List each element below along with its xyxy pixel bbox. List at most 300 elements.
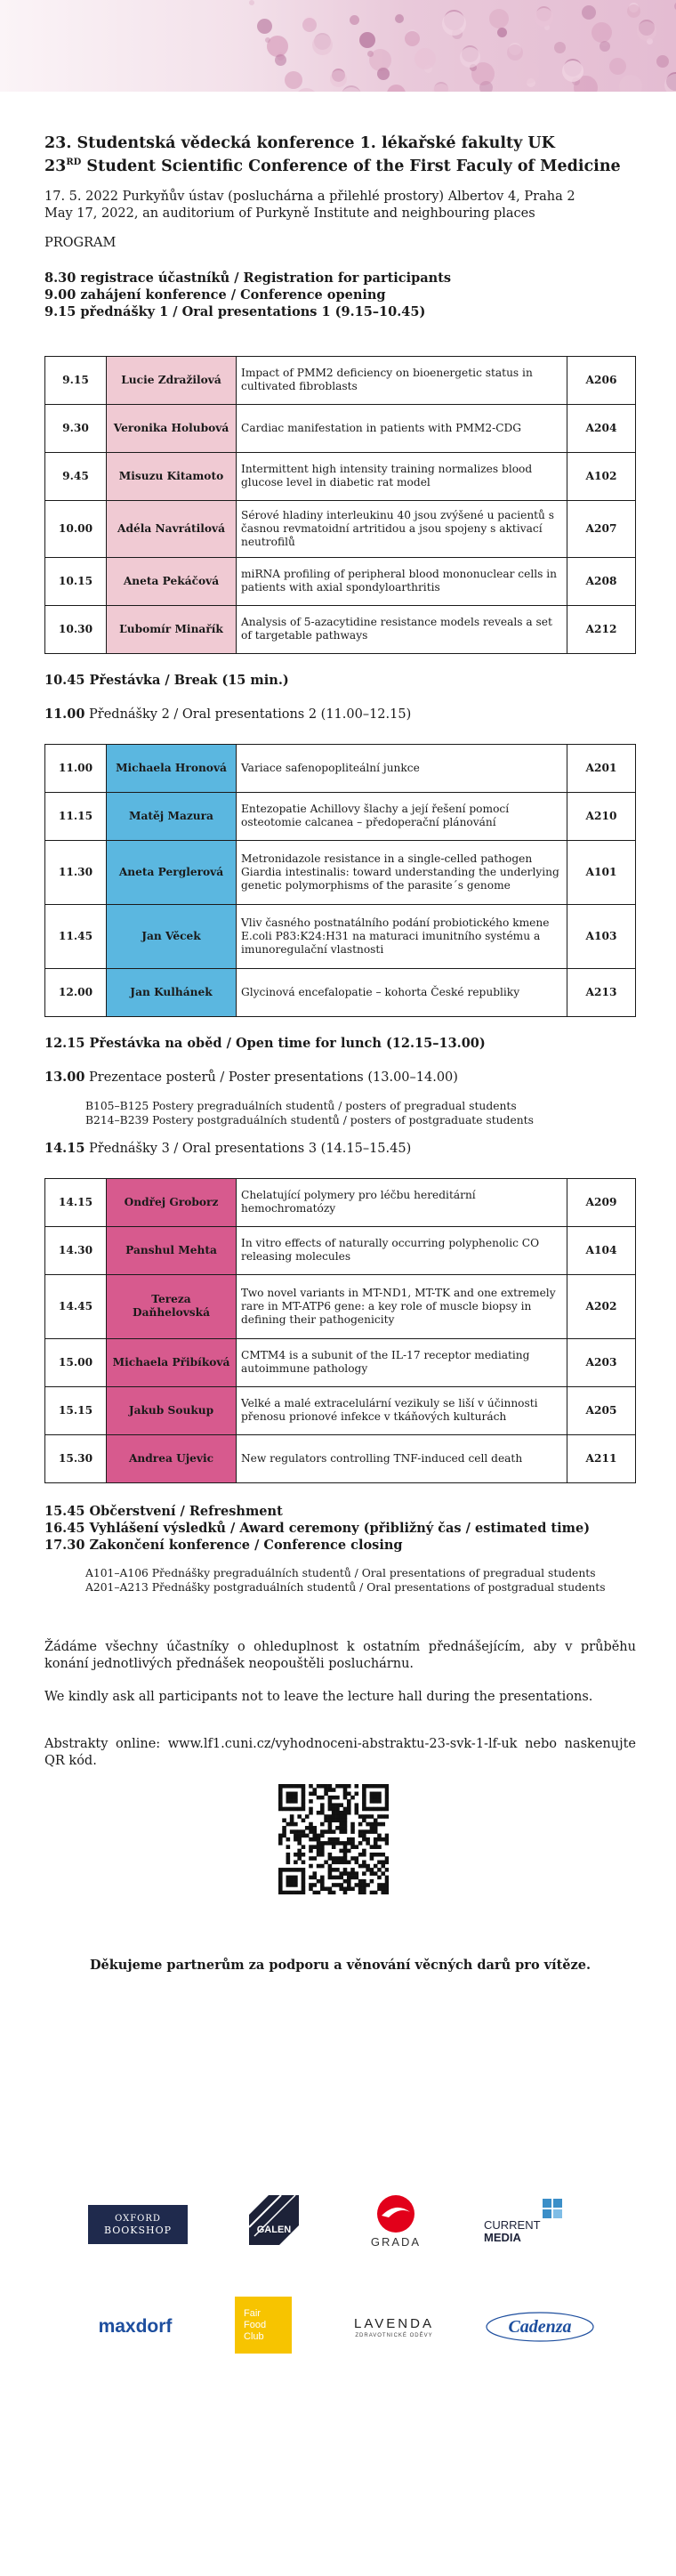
banner-dot	[609, 58, 626, 75]
opening-line: 8.30 registrace účastníků / Registration for participants	[44, 270, 452, 286]
qr-module	[374, 1864, 378, 1869]
qr-module	[320, 1822, 325, 1827]
qr-module	[332, 1868, 336, 1872]
qr-module	[370, 1853, 374, 1857]
qr-module	[302, 1860, 306, 1864]
row-title: Entezopatie Achillovy šlachy a její řešení pomocí osteotomie calcanea – předoperační plánování	[237, 792, 567, 840]
qr-module	[377, 1853, 382, 1857]
qr-module	[347, 1791, 351, 1796]
qr-module	[332, 1837, 336, 1842]
qr-module	[381, 1814, 385, 1819]
qr-module	[278, 1841, 283, 1845]
maxdorf-logo-text: maxdorf	[98, 2316, 173, 2337]
qr-module	[317, 1853, 321, 1857]
qr-module	[381, 1822, 385, 1827]
qr-module	[355, 1811, 359, 1815]
qr-module	[320, 1864, 325, 1869]
qr-module	[335, 1868, 340, 1872]
qr-module	[297, 1806, 302, 1811]
qr-module	[302, 1818, 306, 1822]
qr-module	[286, 1875, 291, 1879]
qr-module	[290, 1879, 294, 1884]
qr-module	[324, 1886, 328, 1891]
lunch-line	[44, 1035, 636, 1053]
qr-module	[362, 1849, 366, 1853]
qr-module	[332, 1803, 336, 1807]
qr-module	[355, 1845, 359, 1849]
qr-module	[385, 1791, 389, 1796]
qr-module	[302, 1853, 306, 1857]
qr-module	[355, 1784, 359, 1789]
qr-module	[350, 1875, 355, 1879]
qr-module	[350, 1829, 355, 1834]
qr-module	[286, 1853, 291, 1857]
qr-module	[370, 1845, 374, 1849]
qr-module	[294, 1868, 298, 1872]
qr-module	[385, 1886, 389, 1891]
qr-module	[335, 1811, 340, 1815]
qr-module	[339, 1883, 343, 1887]
qr-module	[309, 1826, 313, 1830]
qr-module	[309, 1845, 313, 1849]
qr-module	[278, 1784, 283, 1789]
qr-module	[286, 1791, 291, 1796]
qr-module	[339, 1814, 343, 1819]
qr-module	[286, 1891, 291, 1894]
row-title: Analysis of 5-azacytidine resistance models reveals a set of targetable pathways	[237, 605, 567, 653]
row-time: 11.15	[45, 792, 107, 840]
qr-module	[286, 1883, 291, 1887]
lavenda-logo-line2: ZDRAVOTNICKÉ ODĚVY	[355, 2332, 433, 2338]
qr-module	[286, 1796, 291, 1800]
qr-module	[320, 1841, 325, 1845]
grada-mark-icon	[373, 2194, 419, 2235]
qr-module	[309, 1856, 313, 1861]
session1-rows	[45, 356, 636, 653]
qr-module	[328, 1818, 333, 1822]
qr-module	[282, 1829, 286, 1834]
qr-module	[350, 1826, 355, 1830]
qr-module	[297, 1841, 302, 1845]
qr-module	[302, 1829, 306, 1834]
qr-module	[347, 1811, 351, 1815]
qr-module	[343, 1886, 348, 1891]
grada-logo-text: GRADA	[370, 2235, 422, 2249]
banner-dot	[664, 74, 676, 92]
qr-module	[385, 1837, 389, 1842]
qr-module	[297, 1868, 302, 1872]
qr-module	[297, 1833, 302, 1837]
banner-dot	[442, 12, 466, 36]
program-row	[45, 744, 636, 792]
qr-module	[374, 1796, 378, 1800]
qr-module	[335, 1837, 340, 1842]
banner-dot	[582, 5, 596, 20]
qr-module	[343, 1826, 348, 1830]
row-title: Chelatující polymery pro léčbu hereditární hemochromatózy	[237, 1178, 567, 1226]
qr-module	[290, 1868, 294, 1872]
qr-module	[343, 1860, 348, 1864]
qr-module	[320, 1829, 325, 1834]
qr-module	[377, 1875, 382, 1879]
fair-food-club-logo[interactable]	[235, 2297, 292, 2354]
qr-module	[324, 1784, 328, 1789]
row-title: Two novel variants in MT-ND1, MT-TK and one extremely rare in MT-ATP6 gene: a key role of muscle biopsy in defining their pathogenicity	[237, 1274, 567, 1338]
qr-module	[358, 1841, 363, 1845]
cadenza-mark-icon	[485, 2302, 600, 2346]
row-title: Velké a malé extracelulární vezikuly se liší v účinnosti přenosu prionové infekce v tkáňových kulturách	[237, 1386, 567, 1434]
qr-module	[350, 1868, 355, 1872]
qr-module	[328, 1875, 333, 1879]
qr-module	[332, 1875, 336, 1879]
posters-time: 13.00	[44, 1069, 85, 1085]
qr-module	[343, 1845, 348, 1849]
qr-module	[366, 1841, 370, 1845]
row-speaker: Andrea Ujevic	[107, 1434, 237, 1482]
qr-module	[355, 1856, 359, 1861]
qr-module	[312, 1837, 317, 1842]
qr-module	[320, 1784, 325, 1789]
row-speaker: Ondřej Groborz	[107, 1178, 237, 1226]
qr-module	[320, 1883, 325, 1887]
program-row	[45, 1434, 636, 1482]
row-speaker: Veronika Holubová	[107, 404, 237, 452]
qr-module	[282, 1806, 286, 1811]
row-speaker: Misuzu Kitamoto	[107, 452, 237, 500]
qr-module	[320, 1853, 325, 1857]
qr-module	[335, 1883, 340, 1887]
qr-module	[358, 1883, 363, 1887]
qr-module	[332, 1883, 336, 1887]
qr-module	[324, 1829, 328, 1834]
program-label: PROGRAM	[44, 235, 117, 250]
title-en-sup: RD	[66, 157, 82, 167]
qr-module	[347, 1841, 351, 1845]
maxdorf-logo[interactable]	[85, 2309, 185, 2345]
qr-module	[350, 1796, 355, 1800]
row-speaker: Michaela Přibíková	[107, 1338, 237, 1386]
lunch-time: 12.15	[44, 1035, 85, 1051]
qr-module	[335, 1803, 340, 1807]
qr-module	[362, 1796, 366, 1800]
row-time: 14.15	[45, 1178, 107, 1226]
qr-module	[355, 1871, 359, 1876]
qr-module	[335, 1841, 340, 1845]
row-code: A205	[567, 1386, 636, 1434]
qr-module	[290, 1822, 294, 1827]
qr-module	[385, 1841, 389, 1845]
row-title: Variace safenopopliteální junkce	[237, 744, 567, 792]
row-time: 14.30	[45, 1226, 107, 1274]
banner-dot	[377, 68, 390, 80]
qr-module	[294, 1875, 298, 1879]
qr-module	[374, 1784, 378, 1789]
program-row	[45, 1338, 636, 1386]
qr-module	[309, 1829, 313, 1834]
qr-module	[328, 1856, 333, 1861]
qr-module	[328, 1803, 333, 1807]
qr-module	[332, 1796, 336, 1800]
row-code: A203	[567, 1338, 636, 1386]
qr-module	[309, 1791, 313, 1796]
row-time: 9.30	[45, 404, 107, 452]
qr-module	[335, 1860, 340, 1864]
qr-module	[347, 1883, 351, 1887]
row-title: Metronidazole resistance in a single-celled pathogen Giardia intestinalis: toward understanding the underlying genetic polymorphisms of the parasite´s genome	[237, 840, 567, 904]
row-speaker: Ľubomír Minařík	[107, 605, 237, 653]
qr-module	[328, 1788, 333, 1792]
row-time: 11.00	[45, 744, 107, 792]
qr-module	[381, 1837, 385, 1842]
qr-module	[294, 1806, 298, 1811]
qr-module	[358, 1879, 363, 1884]
banner-dot	[302, 18, 317, 32]
qr-module	[362, 1853, 366, 1857]
qr-module	[332, 1818, 336, 1822]
qr-module	[370, 1829, 374, 1834]
qr-module	[381, 1860, 385, 1864]
qr-module	[324, 1860, 328, 1864]
qr-module	[385, 1803, 389, 1807]
current-media-logo[interactable]	[482, 2193, 580, 2247]
qr-module	[374, 1791, 378, 1796]
banner-dot	[460, 47, 480, 68]
qr-module	[370, 1879, 374, 1884]
banner-dot	[414, 48, 436, 69]
qr-module	[358, 1864, 363, 1869]
banner-dot	[275, 54, 286, 66]
qr-module	[366, 1837, 370, 1842]
qr-module	[335, 1856, 340, 1861]
break1-time: 10.45	[44, 672, 85, 688]
closing-note: A201–A213 Přednášky postgraduálních studentů / Oral presentations of postgradual students	[85, 1580, 606, 1594]
qr-module	[370, 1868, 374, 1872]
qr-module	[385, 1879, 389, 1884]
row-title: Vliv časného postnatálního podání probiotického kmene E.coli P83:K24:H31 na maturaci imunitního systému a imunoregulační vlastnosti	[237, 904, 567, 968]
cadenza-logo-text: Cadenza	[508, 2317, 572, 2337]
qr-module	[286, 1879, 291, 1884]
qr-module	[317, 1811, 321, 1815]
qr-module	[355, 1860, 359, 1864]
row-speaker: Adéla Navrátilová	[107, 500, 237, 557]
qr-module	[320, 1849, 325, 1853]
qr-module	[381, 1891, 385, 1894]
qr-module	[350, 1856, 355, 1861]
qr-module	[302, 1879, 306, 1884]
lavenda-logo[interactable]	[336, 2309, 452, 2346]
row-code: A210	[567, 792, 636, 840]
qr-module	[358, 1822, 363, 1827]
grada-logo[interactable]	[356, 2192, 436, 2252]
qr-module	[370, 1814, 374, 1819]
qr-module	[335, 1784, 340, 1789]
qr-module	[324, 1791, 328, 1796]
qr-module	[309, 1883, 313, 1887]
qr-module	[317, 1833, 321, 1837]
oxford-logo-line2: BOOKSHOP	[103, 2224, 173, 2236]
qr-code[interactable]	[278, 1784, 389, 1894]
qr-module	[328, 1841, 333, 1845]
qr-module	[297, 1829, 302, 1834]
qr-module	[377, 1860, 382, 1864]
qr-module	[317, 1864, 321, 1869]
qr-module	[374, 1806, 378, 1811]
galen-logo[interactable]	[242, 2192, 306, 2249]
row-code: A206	[567, 356, 636, 404]
qr-module	[374, 1853, 378, 1857]
banner-dot	[562, 61, 583, 82]
session2-label: Přednášky 2 / Oral presentations 2 (11.00–12.15)	[84, 707, 412, 722]
poster-lines	[44, 1099, 636, 1127]
row-title: Cardiac manifestation in patients with PMM2-CDG	[237, 404, 567, 452]
banner-dot	[517, 61, 539, 84]
qr-module	[282, 1818, 286, 1822]
qr-module	[381, 1853, 385, 1857]
qr-module	[302, 1788, 306, 1792]
banner-dot	[359, 32, 375, 48]
qr-module	[286, 1845, 291, 1849]
qr-module	[309, 1811, 313, 1815]
session2-table	[44, 744, 636, 1017]
oxford-bookshop-logo[interactable]	[88, 2205, 188, 2244]
qr-module	[385, 1875, 389, 1879]
opening-line: 9.00 zahájení konference / Conference opening	[44, 287, 386, 303]
qr-module	[320, 1845, 325, 1849]
qr-module	[350, 1886, 355, 1891]
qr-module	[335, 1796, 340, 1800]
request-en: We kindly ask all participants not to leave the lecture hall during the presentations.	[44, 1689, 593, 1704]
banner-dot	[637, 21, 656, 41]
galen-mark-icon	[242, 2192, 306, 2249]
qr-module	[339, 1822, 343, 1827]
qr-module	[278, 1868, 283, 1872]
qr-module	[278, 1791, 283, 1796]
qr-module	[377, 1845, 382, 1849]
qr-module	[320, 1811, 325, 1815]
lavenda-logo-line1: LAVENDA	[354, 2315, 434, 2331]
qr-module	[347, 1784, 351, 1789]
qr-module	[312, 1788, 317, 1792]
row-speaker: Michaela Hronová	[107, 744, 237, 792]
qr-module	[343, 1879, 348, 1884]
qr-module	[339, 1829, 343, 1834]
closing-line: 16.45 Vyhlášení výsledků / Award ceremony (přibližný čas / estimated time)	[44, 1520, 591, 1536]
qr-module	[290, 1891, 294, 1894]
cadenza-logo[interactable]	[485, 2302, 600, 2346]
qr-module	[324, 1818, 328, 1822]
session3-rows	[45, 1178, 636, 1482]
qr-module	[309, 1849, 313, 1853]
banner-dot	[330, 70, 347, 87]
qr-module	[294, 1853, 298, 1857]
banner-dot	[497, 28, 507, 37]
row-time: 11.45	[45, 904, 107, 968]
qr-module	[332, 1845, 336, 1849]
qr-module	[297, 1856, 302, 1861]
program-row	[45, 500, 636, 557]
banner-dot	[367, 51, 374, 57]
qr-module	[294, 1784, 298, 1789]
qr-module	[362, 1837, 366, 1842]
qr-module	[309, 1799, 313, 1804]
qr-module	[302, 1784, 306, 1789]
qr-module	[385, 1856, 389, 1861]
qr-module	[374, 1818, 378, 1822]
qr-module	[328, 1796, 333, 1800]
qr-module	[377, 1791, 382, 1796]
banner-dot	[249, 0, 254, 5]
venue-cz: 17. 5. 2022 Purkyňův ústav (posluchárna a přilehlé prostory) Albertov 4, Praha 2	[44, 189, 575, 204]
qr-module	[377, 1886, 382, 1891]
qr-module	[328, 1822, 333, 1827]
qr-module	[347, 1849, 351, 1853]
qr-module	[377, 1806, 382, 1811]
qr-module	[305, 1814, 310, 1819]
qr-module	[312, 1845, 317, 1849]
qr-module	[362, 1833, 366, 1837]
qr-module	[343, 1868, 348, 1872]
program-row	[45, 452, 636, 500]
qr-module	[377, 1796, 382, 1800]
qr-module	[355, 1875, 359, 1879]
qr-module	[362, 1879, 366, 1884]
qr-module	[343, 1784, 348, 1789]
qr-module	[385, 1806, 389, 1811]
qr-module	[290, 1818, 294, 1822]
qr-module	[385, 1814, 389, 1819]
qr-module	[362, 1803, 366, 1807]
qr-module	[370, 1791, 374, 1796]
qr-module	[286, 1868, 291, 1872]
qr-module	[377, 1814, 382, 1819]
qr-module	[370, 1806, 374, 1811]
qr-module	[294, 1891, 298, 1894]
qr-module	[294, 1833, 298, 1837]
closing-line: 17.30 Zakončení konference / Conference closing	[44, 1537, 403, 1553]
row-code: A204	[567, 404, 636, 452]
qr-module	[290, 1799, 294, 1804]
title-en	[44, 153, 636, 176]
qr-module	[278, 1891, 283, 1894]
qr-module	[374, 1822, 378, 1827]
session2-rows	[45, 744, 636, 1016]
qr-module	[377, 1837, 382, 1842]
qr-module	[339, 1803, 343, 1807]
qr-module	[370, 1856, 374, 1861]
row-code: A201	[567, 744, 636, 792]
qr-module	[358, 1891, 363, 1894]
qr-module	[328, 1864, 333, 1869]
qr-module	[282, 1868, 286, 1872]
program-row	[45, 356, 636, 404]
galen-logo-text: GALEN	[256, 2225, 292, 2235]
qr-module	[366, 1864, 370, 1869]
row-title: New regulators controlling TNF-induced cell death	[237, 1434, 567, 1482]
qr-module	[374, 1826, 378, 1830]
qr-module	[320, 1803, 325, 1807]
header-banner	[0, 0, 676, 92]
row-speaker: Aneta Pekáčová	[107, 557, 237, 605]
qr-module	[362, 1788, 366, 1792]
qr-module	[294, 1799, 298, 1804]
qr-module	[347, 1871, 351, 1876]
qr-module	[302, 1875, 306, 1879]
qr-module	[385, 1796, 389, 1800]
oxford-logo-line1: OXFORD	[115, 2213, 161, 2224]
program-row	[45, 404, 636, 452]
qr-module	[381, 1871, 385, 1876]
qr-module	[294, 1837, 298, 1842]
